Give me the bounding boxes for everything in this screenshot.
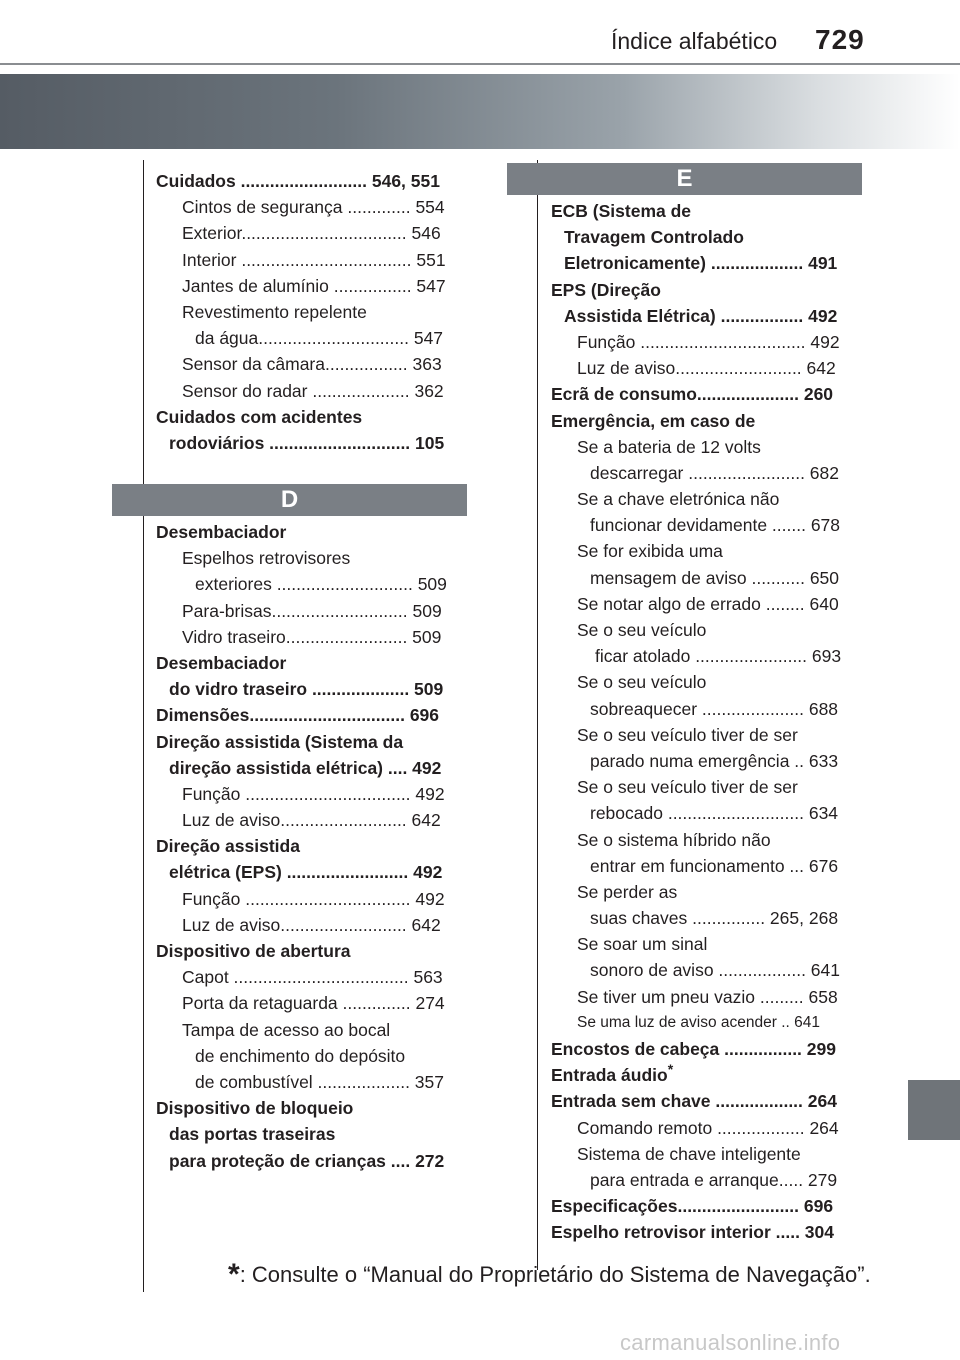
index-entry <box>156 1148 467 1174</box>
index-entry <box>156 430 467 456</box>
index-entry <box>156 220 467 246</box>
index-entry <box>551 669 862 695</box>
index-entry-text: Tampa de acesso ao bocal <box>182 1019 391 1040</box>
index-entry-text: suas chaves ............... 265, 268 <box>590 908 839 929</box>
index-entry-text: Dispositivo de bloqueio <box>156 1098 354 1119</box>
index-entry <box>551 1167 862 1193</box>
watermark: carmanualsonline.info <box>620 1330 841 1355</box>
index-entry <box>551 381 862 407</box>
index-entry-text: sobreaquecer ..................... 688 <box>590 698 839 719</box>
index-entry-text: descarregar ........................ 682 <box>590 462 839 483</box>
index-entry <box>156 833 467 859</box>
index-entry-text: Desembaciador <box>156 652 287 673</box>
index-entry <box>551 1193 862 1219</box>
index-entry <box>156 545 467 571</box>
index-entry <box>156 519 467 545</box>
index-entry-text: sonoro de aviso .................. 641 <box>590 960 840 981</box>
index-entry <box>156 351 467 377</box>
index-entry <box>156 1121 467 1147</box>
footnote <box>228 1258 871 1296</box>
index-entry <box>551 486 862 512</box>
index-entry-text: Se a bateria de 12 volts <box>577 436 761 457</box>
index-entry <box>551 512 862 538</box>
index-entry-text: Se o seu veículo tiver de ser <box>577 777 798 798</box>
page-header <box>0 0 960 64</box>
index-entry <box>551 434 862 460</box>
index-entry <box>156 729 467 755</box>
index-entry <box>156 650 467 676</box>
index-entry-text: das portas traseiras <box>169 1124 336 1145</box>
index-entry-text: Função .................................. 492 <box>577 331 840 352</box>
index-entry <box>551 1088 862 1114</box>
index-entry <box>551 879 862 905</box>
index-entry-text: Se for exibida uma <box>577 541 723 562</box>
section-e-header: E <box>507 163 862 195</box>
footnote-text: : Consulte o “Manual do Proprietário do Sistema de Navegação”. <box>239 1262 871 1287</box>
index-entry <box>156 194 467 220</box>
section-d-entries <box>156 519 467 1174</box>
index-entry-text: Espelhos retrovisores <box>182 548 351 569</box>
index-entry <box>551 1062 862 1088</box>
index-entry-text: Interior ................................... 551 <box>182 249 446 270</box>
index-entry <box>551 696 862 722</box>
index-entry-text: Se o seu veículo <box>577 672 707 693</box>
header-banner <box>0 74 960 149</box>
index-entry-text: ECB (Sistema de <box>551 201 692 221</box>
index-entry <box>551 643 862 669</box>
index-entry <box>156 676 467 702</box>
index-entry <box>551 1036 862 1062</box>
index-entry-text: Encostos de cabeça ................ 299 <box>551 1039 836 1059</box>
index-entry-text: Travagem Controlado <box>564 227 744 248</box>
index-entry-text: Luz de aviso.......................... 642 <box>182 810 441 831</box>
index-entry-text: direção assistida elétrica) .... 492 <box>169 757 442 778</box>
index-entry <box>551 224 862 250</box>
index-entry-text: Jantes de alumínio ................ 547 <box>182 275 446 296</box>
index-entry <box>551 1010 862 1036</box>
index-entry <box>551 1141 862 1167</box>
index-entry <box>551 827 862 853</box>
index-entry-text: Se o sistema híbrido não <box>577 829 771 850</box>
index-entry-text: Se o seu veículo <box>577 620 707 640</box>
index-entry-text: para proteção de crianças .... 272 <box>169 1150 445 1171</box>
index-entry-text: Entrada áudio* <box>551 1061 674 1086</box>
index-entry-text: exteriores ............................ 509 <box>195 574 447 595</box>
index-entry-text: elétrica (EPS) ......................... 492 <box>169 862 443 883</box>
index-entry-text: Sistema de chave inteligente <box>577 1143 801 1164</box>
index-entry <box>551 277 862 303</box>
index-entry-text: mensagem de aviso ........... 650 <box>590 567 840 588</box>
index-entry-text: Se notar algo de errado ........ 640 <box>577 593 839 614</box>
header-title: Índice alfabético <box>611 28 778 54</box>
index-entry-text: para entrada e arranque..... 279 <box>590 1169 838 1190</box>
index-entry-text: Exterior.................................. 546 <box>182 223 441 244</box>
index-entry-text: EPS (Direção <box>551 279 661 300</box>
page-number: 729 <box>815 24 865 55</box>
index-entry <box>156 990 467 1016</box>
index-entry <box>156 325 467 351</box>
index-entry <box>551 460 862 486</box>
index-entry-text: Cintos de segurança ............. 554 <box>182 197 445 218</box>
index-entry-text: Sensor do radar .................... 362 <box>182 380 444 401</box>
index-entry-text: Função .................................. 492 <box>182 783 445 804</box>
index-entry <box>156 755 467 781</box>
index-entry <box>551 198 862 224</box>
index-entry <box>551 957 862 983</box>
index-entry <box>156 964 467 990</box>
index-entry <box>156 781 467 807</box>
index-entry <box>551 905 862 931</box>
index-entry <box>156 1095 467 1121</box>
index-entry-text: Dimensões................................ 696 <box>156 705 440 726</box>
index-entry <box>551 617 862 643</box>
chapter-tab <box>908 1080 960 1140</box>
index-entry <box>156 571 467 597</box>
header-rule <box>0 63 960 65</box>
footnote-star: * <box>228 1258 240 1291</box>
index-entry-text: Se uma luz de aviso acender .. 641 <box>577 1013 820 1031</box>
index-entry <box>156 1017 467 1043</box>
index-entry <box>551 748 862 774</box>
index-entry <box>551 408 862 434</box>
index-entry-text: Cuidados com acidentes <box>156 406 363 427</box>
index-entry <box>551 853 862 879</box>
index-entry-text: Se soar um sinal <box>577 934 708 955</box>
left-column-rule <box>143 160 144 1292</box>
index-entry-text: Dispositivo de abertura <box>156 941 351 961</box>
index-entry <box>551 1219 862 1245</box>
index-entry <box>156 1069 467 1095</box>
index-entry <box>551 303 862 329</box>
index-entry-text: Capot .................................... 563 <box>182 967 443 988</box>
index-entry <box>156 912 467 938</box>
section-d-header: D <box>112 484 467 516</box>
index-entry <box>156 702 467 728</box>
index-entry-text: funcionar devidamente ....... 678 <box>590 515 841 536</box>
section-c-entries <box>156 168 467 456</box>
index-entry-text: Se a chave eletrónica não <box>577 489 780 510</box>
index-entry-text: entrar em funcionamento ... 676 <box>590 855 839 876</box>
index-entry <box>156 859 467 885</box>
index-entry-text: Eletronicamente) ................... 491 <box>564 253 838 274</box>
index-entry <box>156 807 467 833</box>
index-entry <box>156 299 467 325</box>
index-entry <box>551 984 862 1010</box>
index-entry-text: Espelho retrovisor interior ..... 304 <box>551 1222 835 1243</box>
index-entry <box>551 931 862 957</box>
index-entry-text: Luz de aviso.......................... 642 <box>577 358 836 379</box>
index-entry-text: Se perder as <box>577 881 678 902</box>
index-entry-text: Luz de aviso.......................... 642 <box>182 914 441 935</box>
index-entry-text: de enchimento do depósito <box>195 1045 406 1066</box>
index-entry <box>551 1115 862 1141</box>
index-entry-text: Cuidados .......................... 546, 551 <box>156 171 440 191</box>
index-entry <box>551 329 862 355</box>
index-entry <box>156 1043 467 1069</box>
index-entry-text: Porta da retaguarda .............. 274 <box>182 993 445 1014</box>
footnote-marker: * <box>667 1061 674 1078</box>
index-entry-text: de combustível ................... 357 <box>195 1071 444 1092</box>
index-entry <box>156 378 467 404</box>
index-entry <box>551 722 862 748</box>
index-entry-text: Se o seu veículo tiver de ser <box>577 724 798 745</box>
index-entry <box>551 355 862 381</box>
index-entry-text: da água............................... 547 <box>195 328 444 349</box>
index-entry <box>156 247 467 273</box>
index-entry-text: Emergência, em caso de <box>551 410 756 431</box>
index-entry-text: Direção assistida (Sistema da <box>156 731 404 752</box>
index-entry <box>156 168 467 194</box>
index-entry <box>551 565 862 591</box>
index-entry-text: ficar atolado ....................... 693 <box>595 646 842 667</box>
index-entry-text: Para-brisas............................ 509 <box>182 600 442 621</box>
index-entry-text: Se tiver um pneu vazio ......... 658 <box>577 986 838 1007</box>
index-entry <box>156 404 467 430</box>
index-entry <box>156 624 467 650</box>
index-entry-text: rodoviários ............................. 105 <box>169 432 445 453</box>
index-entry-text: Assistida Elétrica) ................. 492 <box>564 305 838 326</box>
index-entry-text: do vidro traseiro .................... 509 <box>169 679 444 700</box>
index-entry-text: Função .................................. 492 <box>182 888 445 909</box>
index-entry-text: Direção assistida <box>156 836 300 857</box>
index-entry <box>551 774 862 800</box>
index-entry <box>156 938 467 964</box>
index-entry-text: Sensor da câmara................. 363 <box>182 354 442 375</box>
right-column-rule <box>537 160 538 1270</box>
index-entry <box>156 598 467 624</box>
index-entry-text: Ecrã de consumo..................... 260 <box>551 384 834 405</box>
index-entry <box>551 250 862 276</box>
index-entry-text: Comando remoto .................. 264 <box>577 1117 839 1138</box>
index-entry-text: Revestimento repelente <box>182 301 367 322</box>
index-entry-text: Vidro traseiro......................... 509 <box>182 626 442 647</box>
index-entry <box>156 886 467 912</box>
index-entry <box>551 800 862 826</box>
index-entry <box>551 538 862 564</box>
index-entry-text: Entrada sem chave .................. 264 <box>551 1091 837 1112</box>
index-entry <box>551 591 862 617</box>
index-entry-text: Desembaciador <box>156 522 287 542</box>
index-entry-text: parado numa emergência .. 633 <box>590 750 839 771</box>
index-entry <box>156 273 467 299</box>
index-entry-text: rebocado ............................ 634 <box>590 803 839 824</box>
section-e-entries <box>551 198 862 1246</box>
index-entry-text: Especificações......................... 696 <box>551 1196 834 1217</box>
